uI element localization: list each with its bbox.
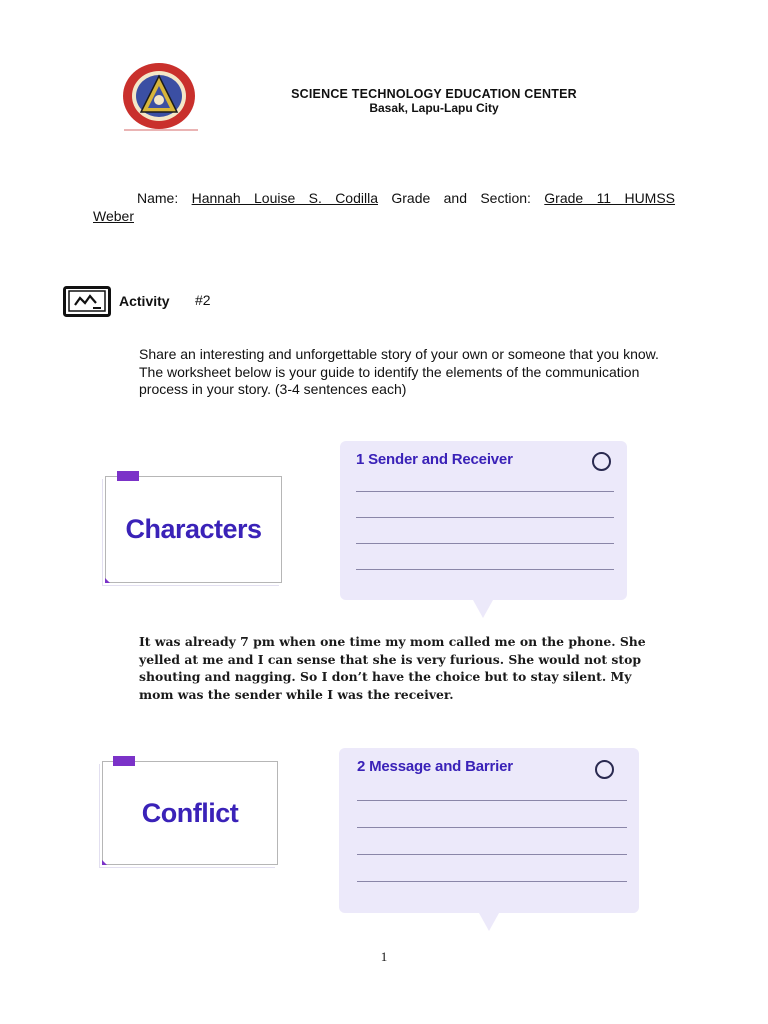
answer-line — [356, 517, 614, 518]
answer-line — [357, 827, 627, 828]
answer-line — [356, 491, 614, 492]
section-value: Weber — [93, 208, 134, 224]
answer-line — [356, 543, 614, 544]
school-name: SCIENCE TECHNOLOGY EDUCATION CENTER — [291, 87, 577, 101]
name-label: Name: — [137, 190, 179, 206]
card-tab — [113, 756, 135, 766]
sender-receiver-bubble — [340, 441, 627, 600]
activity-instructions: Share an interesting and unforgettable story of your own or someone that you know. The worksheet below is your guide to identify the elements of the communication process in your story. (3-4 sentences each) — [139, 346, 659, 397]
characters-label: Characters — [125, 514, 262, 544]
bubble-title: 2 Message and Barrier — [357, 758, 513, 775]
page-number: 1 — [380, 949, 388, 964]
activity-board-icon — [63, 286, 111, 317]
activity-number: #2 — [195, 292, 211, 308]
answer-line — [357, 800, 627, 801]
student-info — [93, 189, 675, 207]
answer-line — [356, 569, 614, 570]
checkbox-circle[interactable] — [595, 760, 614, 779]
bubble-title: 1 Sender and Receiver — [356, 451, 513, 468]
sender-receiver-answer: It was already 7 pm when one time my mom called me on the phone. She yelled at me and I can sense that she is very furious. She would not stop shouting and nagging. So I don’t have the choice but to stay silent. My mom was the sender while I was the receiver. — [139, 634, 646, 702]
card-tab — [117, 471, 139, 481]
answer-line — [357, 854, 627, 855]
name-value: Hannah Louise S. Codilla — [191, 190, 378, 206]
grade-label: Grade and Section: — [391, 190, 531, 206]
conflict-card — [102, 761, 278, 865]
message-barrier-bubble — [339, 748, 639, 913]
activity-label: Activity — [119, 293, 170, 309]
characters-card — [105, 476, 282, 583]
grade-value: Grade 11 HUMSS — [544, 190, 676, 206]
answer-line — [357, 881, 627, 882]
checkbox-circle[interactable] — [592, 452, 611, 471]
conflict-label: Conflict — [141, 797, 239, 828]
school-address: Basak, Lapu-Lapu City — [369, 101, 499, 115]
